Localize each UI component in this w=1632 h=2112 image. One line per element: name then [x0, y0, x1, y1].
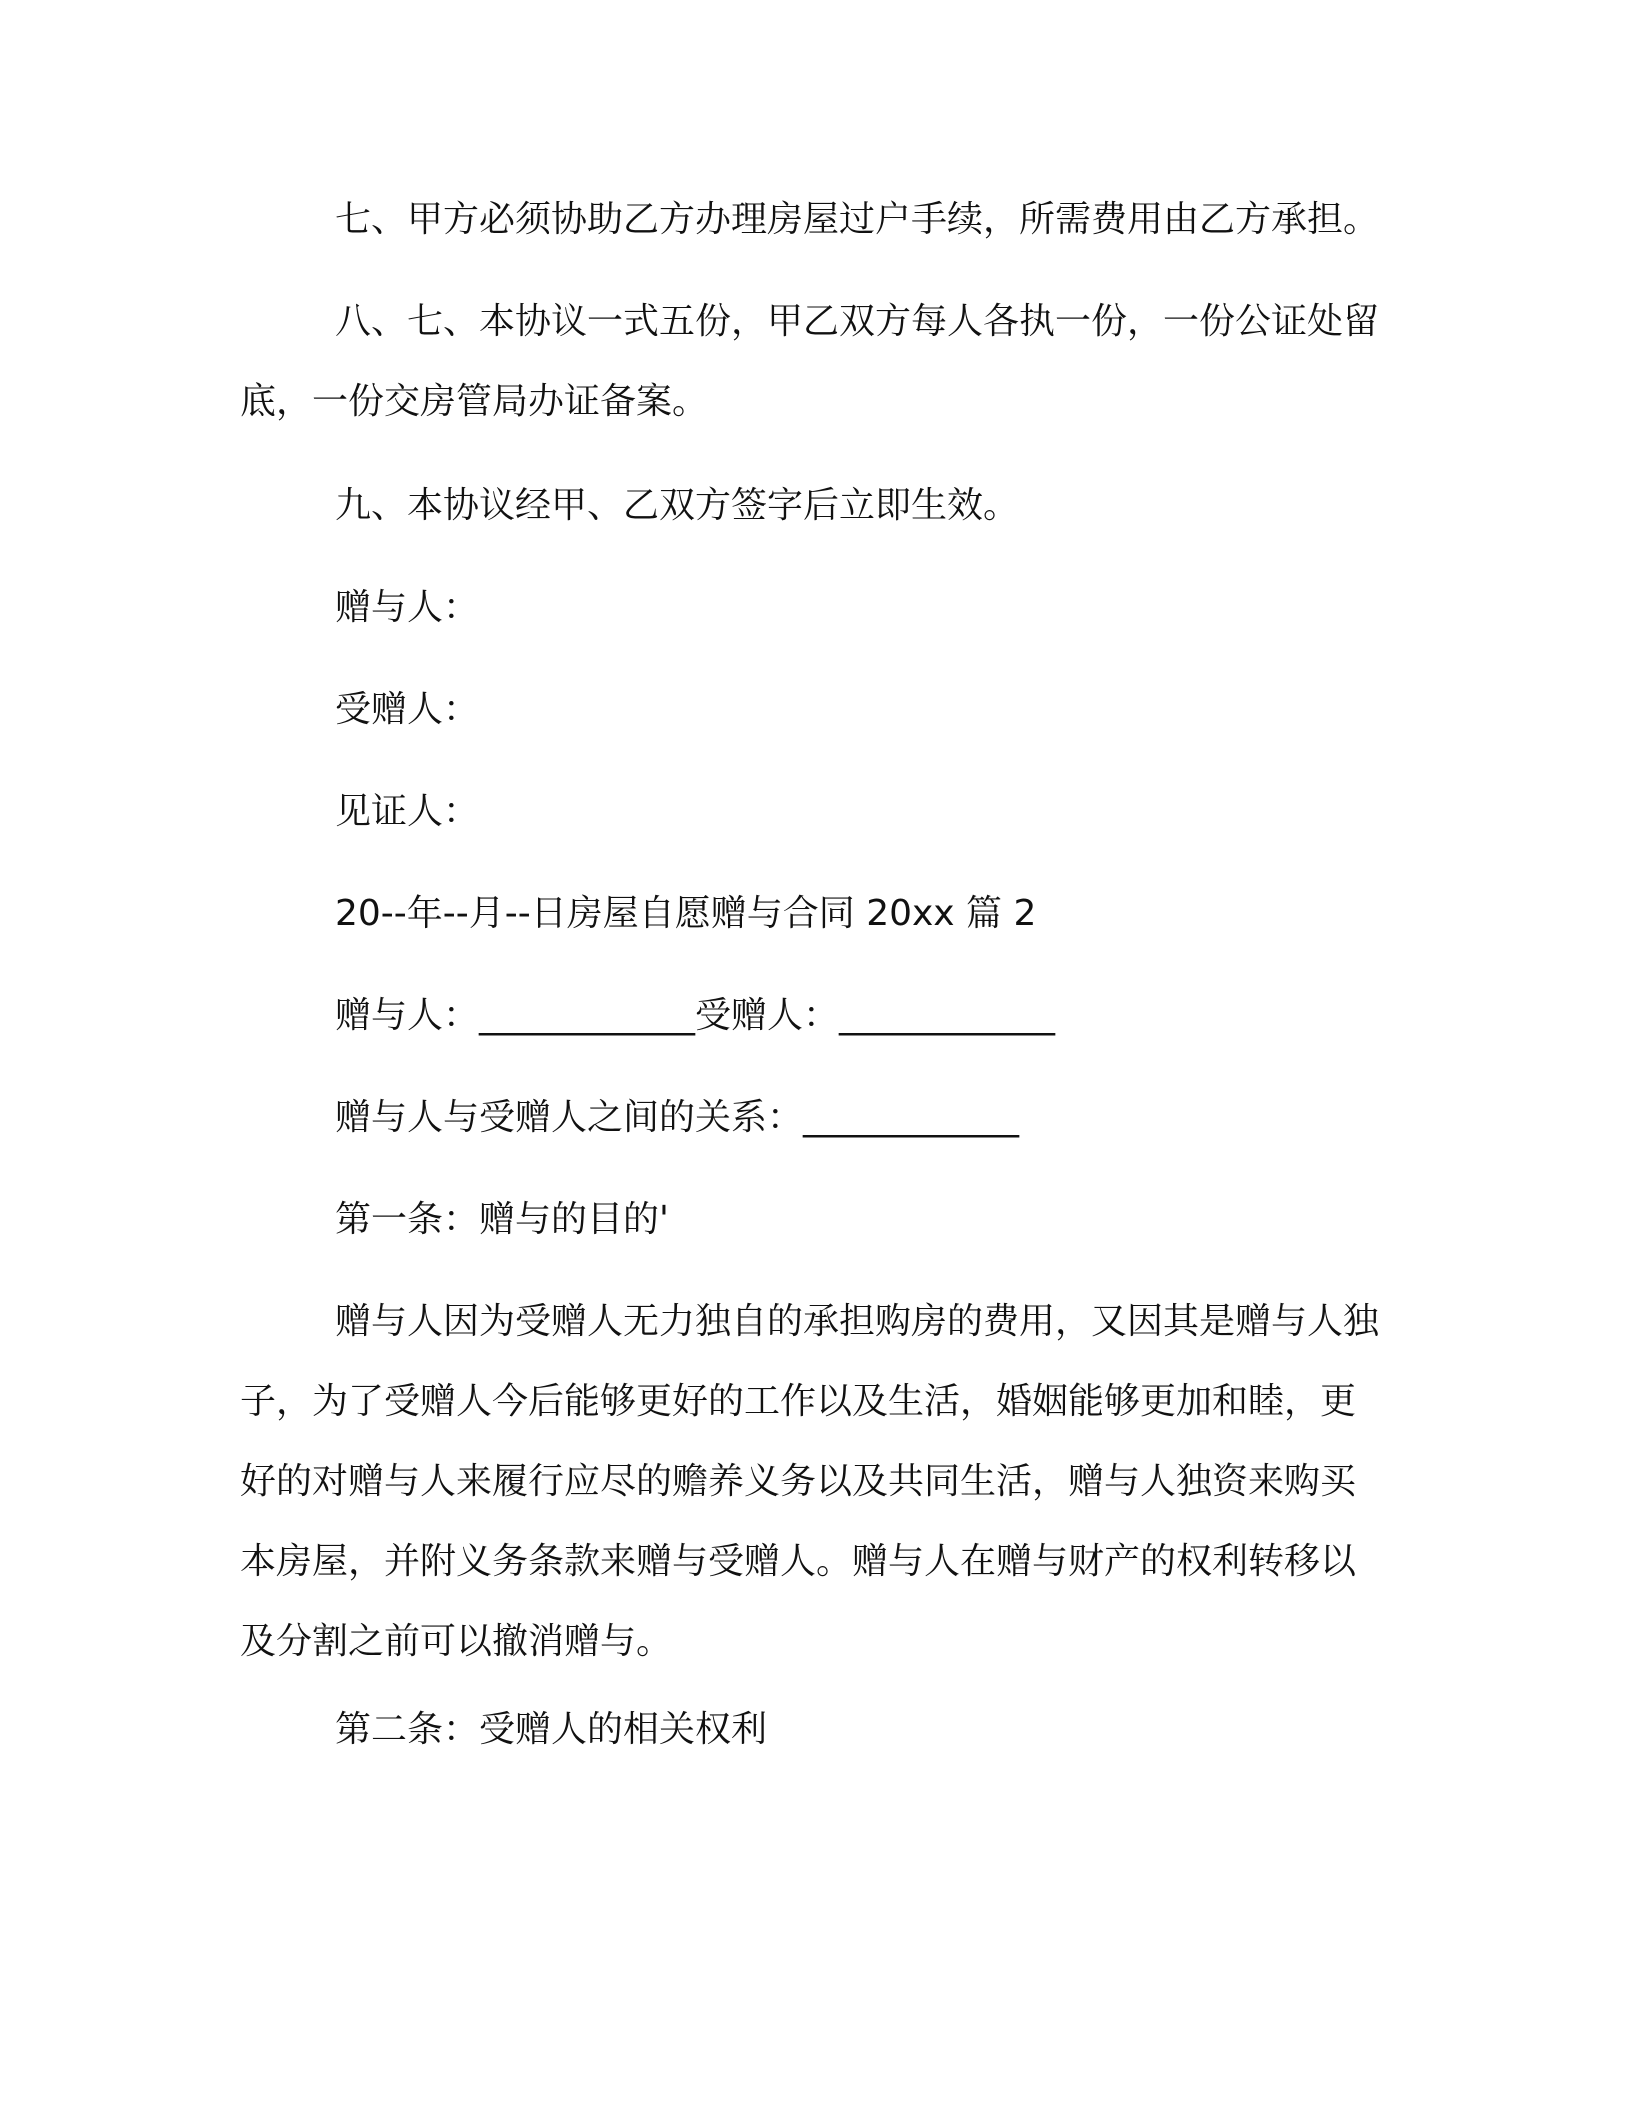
article-1-heading: 第一条：赠与的目的': [335, 1199, 669, 1240]
relationship-line: 赠与人与受赠人之间的关系：____________: [335, 1097, 1020, 1138]
clause-7: 七、甲方必须协助乙方办理房屋过户手续，所需费用由乙方承担。: [335, 199, 1380, 240]
parties-line: 赠与人：____________受赠人：____________: [335, 995, 1056, 1036]
witness-signature-line: 见证人：: [335, 791, 480, 832]
clause-9: 九、本协议经甲、乙双方签字后立即生效。: [335, 485, 1020, 526]
article-2-heading: 第二条：受赠人的相关权利: [335, 1709, 768, 1750]
contract-title: 20--年--月--日房屋自愿赠与合同 20xx 篇 2: [335, 893, 1037, 934]
clause-8: 八、七、本协议一式五份，甲乙双方每人各执一份，一份公证处留底，一份交房管局办证备案。: [240, 301, 1380, 422]
donor-signature-line: 赠与人：: [335, 587, 480, 628]
article-1-body: 赠与人因为受赠人无力独自的承担购房的费用，又因其是赠与人独子，为了受赠人今后能够更好的工作以及生活，婚姻能够更加和睦，更好的对赠与人来履行应尽的赡养义务以及共同生活，赠与人独资来购买本房屋，并附义务条款来赠与受赠人。赠与人在赠与财产的权利转移以及分割之前可以撤消赠与。: [240, 1301, 1380, 1662]
donee-signature-line: 受赠人：: [335, 689, 480, 730]
